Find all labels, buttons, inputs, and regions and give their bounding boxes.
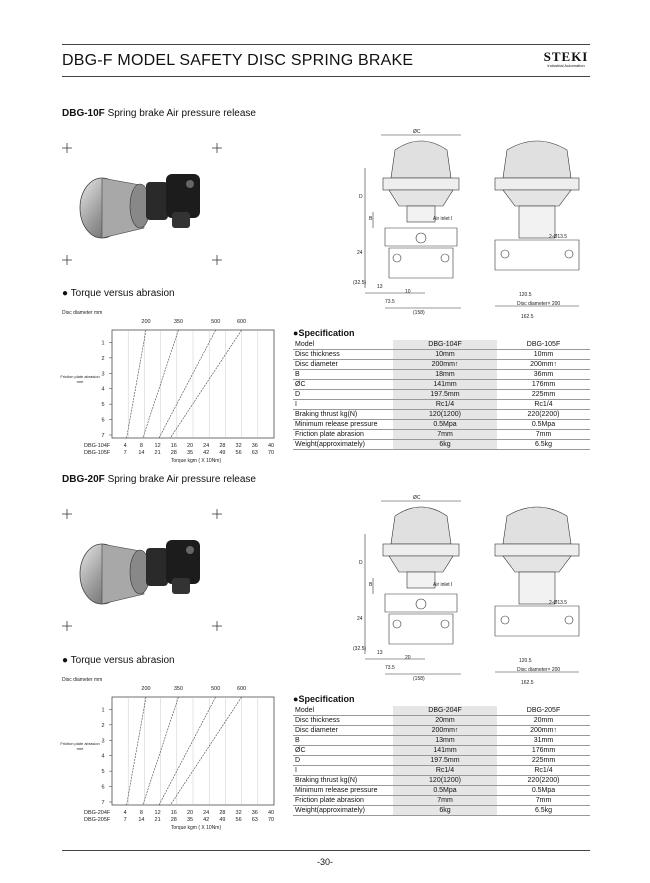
spec-label: Weight(approximately) xyxy=(293,440,393,450)
spec-label: B xyxy=(293,370,393,380)
header-rule-top xyxy=(62,44,590,45)
disc-diameter-label: 200 xyxy=(141,686,151,692)
spec-value: 0.5Mpa xyxy=(393,420,497,430)
spec-label: Disc thickness xyxy=(293,716,393,726)
abrasion-title-text: Torque versus abrasion xyxy=(70,288,175,299)
spec-title xyxy=(293,694,590,704)
drawing-air-inlet-label: Air inlet I xyxy=(433,582,453,588)
drawing-dim-73-5: 73.5 xyxy=(385,299,395,305)
spec-row xyxy=(293,350,590,360)
x-row-model-label: DBG-205F xyxy=(84,817,111,823)
spec-value: Rc1/4 xyxy=(393,766,497,776)
disc-diameter-label: 350 xyxy=(173,686,184,692)
y-tick-label: 1 xyxy=(101,707,105,714)
spec-table xyxy=(293,706,590,816)
spec-value: 200mm↑ xyxy=(497,360,590,370)
y-tick-label: 7 xyxy=(101,800,105,806)
spec-label: Model xyxy=(293,340,393,350)
drawing-oc-label: ØC xyxy=(413,129,421,135)
drawing-dim-162-5: 162.5 xyxy=(521,680,534,686)
spec-row xyxy=(293,390,590,400)
drawing-dim-120-5: 120.5 xyxy=(519,658,532,664)
drawing-oc-label: ØC xyxy=(413,495,421,501)
chart-svg xyxy=(56,307,282,487)
drawing-dim-162-5: 162.5 xyxy=(521,314,534,320)
header-rule-bottom xyxy=(62,76,590,77)
series-line-200 xyxy=(127,330,146,438)
drawing-dim-13: 13 xyxy=(377,650,383,656)
y-tick-label: 4 xyxy=(101,753,105,760)
x-tick-label: 12 xyxy=(154,443,161,449)
x-tick-label: 56 xyxy=(235,817,242,823)
bullet-icon: ● xyxy=(293,328,299,338)
x-tick-label: 56 xyxy=(235,450,242,456)
product-photo xyxy=(62,140,222,250)
spec-label: Braking thrust kg(N) xyxy=(293,410,393,420)
x-tick-label: 14 xyxy=(138,450,145,456)
x-tick-label: 28 xyxy=(170,450,177,456)
spec-value: DBG-104F xyxy=(393,340,497,350)
spec-value: 197.5mm xyxy=(393,390,497,400)
spec-row xyxy=(293,400,590,410)
spec-row xyxy=(293,420,590,430)
drawing-d-label: D xyxy=(359,194,363,200)
disc-diameter-label: 200 xyxy=(141,319,151,325)
x-tick-label: 70 xyxy=(267,450,275,456)
y-tick-label: 4 xyxy=(101,386,105,393)
spec-value: 10mm xyxy=(393,350,497,360)
spec-value: 120(1200) xyxy=(393,410,497,420)
drawing-hole-label: 2-Ø13.5 xyxy=(549,600,568,606)
disc-diameter-label: 500 xyxy=(211,686,221,692)
drawing-dim-13: 13 xyxy=(377,284,383,290)
logo-name: STEKI xyxy=(543,49,589,64)
spec-value: 225mm xyxy=(497,756,590,766)
series-line-200 xyxy=(127,697,146,805)
x-tick-label: 32 xyxy=(235,443,242,449)
drawing-dim-120-5: 120.5 xyxy=(519,292,532,298)
drawing-b-label: B xyxy=(369,216,373,222)
spec-label: B xyxy=(293,736,393,746)
spec-row xyxy=(293,746,590,756)
y-tick-label: 7 xyxy=(101,433,105,439)
y-axis-label: Friction plate abrasion mm xyxy=(60,741,100,751)
company-logo xyxy=(540,50,592,68)
spec-value: 6kg xyxy=(393,440,497,450)
disc-diameter-axis-label: Disc diameter mm xyxy=(62,310,103,316)
spec-row xyxy=(293,430,590,440)
footer-rule xyxy=(62,850,590,851)
spec-value: 36mm xyxy=(497,370,590,380)
y-tick-label: 2 xyxy=(101,722,105,729)
spec-title-text: Specification xyxy=(298,694,355,704)
x-tick-label: 42 xyxy=(203,450,210,456)
series-line-500 xyxy=(159,330,216,438)
bullet-icon: ● xyxy=(293,694,299,704)
drawing-dim-20: 20 xyxy=(405,655,411,661)
series-line-500 xyxy=(159,697,216,805)
x-tick-label: 8 xyxy=(139,443,143,449)
spec-value: 225mm xyxy=(497,390,590,400)
spec-label: ØC xyxy=(293,746,393,756)
spec-value: 0.5Mpa xyxy=(497,420,590,430)
spec-value: 6kg xyxy=(393,806,497,816)
spec-title xyxy=(293,328,590,338)
x-tick-label: 70 xyxy=(267,817,275,823)
x-tick-label: 40 xyxy=(267,443,275,449)
x-tick-label: 21 xyxy=(154,817,161,823)
x-tick-label: 32 xyxy=(235,810,242,816)
spec-value: 220(2200) xyxy=(497,776,590,786)
x-tick-label: 16 xyxy=(170,443,177,449)
product-photo xyxy=(62,506,222,616)
x-tick-label: 36 xyxy=(251,443,258,449)
spec-row xyxy=(293,706,590,716)
spec-row xyxy=(293,716,590,726)
disc-diameter-label: 350 xyxy=(173,319,184,325)
x-tick-label: 21 xyxy=(154,450,161,456)
x-axis-label: Torque kgm ( X 10Nm) xyxy=(170,458,222,464)
spec-value: DBG-105F xyxy=(497,340,590,350)
spec-row xyxy=(293,786,590,796)
spec-row xyxy=(293,776,590,786)
y-tick-label: 5 xyxy=(101,769,105,776)
spec-row xyxy=(293,370,590,380)
drawing-dim-10: 10 xyxy=(405,289,411,295)
spec-row xyxy=(293,736,590,746)
spec-value: 200mm↑ xyxy=(393,360,497,370)
drawing-dim-73-5: 73.5 xyxy=(385,665,395,671)
spec-row xyxy=(293,440,590,450)
bullet-icon: ● xyxy=(62,655,69,666)
drawing-dim-32-5: (32.5) xyxy=(353,646,367,652)
spec-label: Minimum release pressure xyxy=(293,420,393,430)
disc-diameter-axis-label: Disc diameter mm xyxy=(62,677,103,683)
spec-row xyxy=(293,410,590,420)
spec-row xyxy=(293,756,590,766)
x-tick-label: 20 xyxy=(186,810,194,816)
y-tick-label: 5 xyxy=(101,402,105,409)
bullet-icon: ● xyxy=(62,288,69,299)
disc-diameter-label: 600 xyxy=(237,686,247,692)
x-tick-label: 63 xyxy=(251,450,258,456)
section-title xyxy=(62,108,256,119)
spec-row xyxy=(293,806,590,816)
spec-label: I xyxy=(293,400,393,410)
spec-value: 141mm xyxy=(393,380,497,390)
spec-value: Rc1/4 xyxy=(497,766,590,776)
y-tick-label: 3 xyxy=(101,738,105,745)
x-tick-label: 28 xyxy=(170,817,177,823)
spec-label: D xyxy=(293,756,393,766)
spec-value: 141mm xyxy=(393,746,497,756)
y-axis-label: Friction plate abrasion mm xyxy=(60,374,100,384)
spec-value: 20mm xyxy=(497,716,590,726)
series-line-600 xyxy=(170,330,241,438)
spec-label: ØC xyxy=(293,380,393,390)
x-tick-label: 63 xyxy=(251,817,258,823)
spec-value: 120(1200) xyxy=(393,776,497,786)
spec-label: Disc thickness xyxy=(293,350,393,360)
x-tick-label: 12 xyxy=(154,810,161,816)
x-tick-label: 8 xyxy=(139,810,143,816)
spec-label: Friction plate abrasion xyxy=(293,796,393,806)
spec-label: Friction plate abrasion xyxy=(293,430,393,440)
x-row-model-label: DBG-104F xyxy=(84,443,111,449)
x-tick-label: 7 xyxy=(123,817,127,823)
spec-value: 200mm↑ xyxy=(393,726,497,736)
y-tick-label: 6 xyxy=(101,784,105,791)
disc-diameter-label: 500 xyxy=(211,319,221,325)
spec-value: 20mm xyxy=(393,716,497,726)
spec-value: 18mm xyxy=(393,370,497,380)
x-row-model-label: DBG-105F xyxy=(84,450,111,456)
drawing-dim-24: 24 xyxy=(357,616,363,622)
spec-label: Disc diameter xyxy=(293,726,393,736)
drawing-d-label: D xyxy=(359,560,363,566)
section-title xyxy=(62,474,256,485)
spec-value: 0.5Mpa xyxy=(393,786,497,796)
spec-value: 197.5mm xyxy=(393,756,497,766)
spec-value: 7mm xyxy=(393,430,497,440)
x-tick-label: 7 xyxy=(123,450,127,456)
x-tick-label: 4 xyxy=(123,443,127,449)
spec-value: 31mm xyxy=(497,736,590,746)
x-row-model-label: DBG-204F xyxy=(84,810,111,816)
drawing-dim-32-5: (32.5) xyxy=(353,280,367,286)
spec-value: 200mm↑ xyxy=(497,726,590,736)
spec-row xyxy=(293,340,590,350)
page-number: -30- xyxy=(316,857,333,867)
spec-value: 176mm xyxy=(497,746,590,756)
x-tick-label: 14 xyxy=(138,817,145,823)
x-tick-label: 36 xyxy=(251,810,258,816)
spec-label: Weight(approximately) xyxy=(293,806,393,816)
y-tick-label: 6 xyxy=(101,417,105,424)
spec-value: 0.5Mpa xyxy=(497,786,590,796)
spec-row xyxy=(293,796,590,806)
x-tick-label: 35 xyxy=(186,450,194,456)
technical-drawing xyxy=(345,494,590,686)
x-tick-label: 35 xyxy=(186,817,194,823)
series-line-600 xyxy=(170,697,241,805)
spec-value: 10mm xyxy=(497,350,590,360)
drawing-air-inlet-label: Air inlet I xyxy=(433,216,453,222)
x-tick-label: 28 xyxy=(219,443,226,449)
x-tick-label: 28 xyxy=(219,810,226,816)
spec-row xyxy=(293,726,590,736)
technical-drawing xyxy=(345,128,590,320)
spec-value: DBG-204F xyxy=(393,706,497,716)
spec-value: 7mm xyxy=(393,796,497,806)
page-title: DBG-F MODEL SAFETY DISC SPRING BRAKE xyxy=(62,52,414,69)
abrasion-title xyxy=(62,655,175,666)
spec-label: Disc diameter xyxy=(293,360,393,370)
x-tick-label: 40 xyxy=(267,810,275,816)
section-model-label: DBG-10F xyxy=(62,108,105,119)
disc-diameter-label: 600 xyxy=(237,319,247,325)
spec-label: D xyxy=(293,390,393,400)
drawing-hole-label: 2-Ø13.5 xyxy=(549,234,568,240)
spec-value: Rc1/4 xyxy=(393,400,497,410)
x-tick-label: 4 xyxy=(123,810,127,816)
drawing-dim-24: 24 xyxy=(357,250,363,256)
logo-subtitle: Industrial Automation xyxy=(547,63,585,68)
abrasion-chart xyxy=(56,674,282,854)
spec-value: 176mm xyxy=(497,380,590,390)
x-tick-label: 24 xyxy=(203,810,210,816)
x-tick-label: 24 xyxy=(203,443,210,449)
y-tick-label: 2 xyxy=(101,355,105,362)
y-tick-label: 3 xyxy=(101,371,105,378)
spec-value: Rc1/4 xyxy=(497,400,590,410)
spec-label: Minimum release pressure xyxy=(293,786,393,796)
drawing-dim-158: (158) xyxy=(413,310,425,316)
section-subtitle: Spring brake Air pressure release xyxy=(107,474,256,485)
spec-row xyxy=(293,360,590,370)
spec-value: 7mm xyxy=(497,430,590,440)
spec-table xyxy=(293,340,590,450)
x-tick-label: 49 xyxy=(219,450,226,456)
spec-value: 7mm xyxy=(497,796,590,806)
spec-label: I xyxy=(293,766,393,776)
spec-value: DBG-205F xyxy=(497,706,590,716)
x-axis-label: Torque kgm ( X 10Nm) xyxy=(170,825,222,831)
drawing-disc-diameter: Disc diameter× 200 xyxy=(517,667,561,673)
spec-label: Model xyxy=(293,706,393,716)
spec-row xyxy=(293,766,590,776)
spec-label: Braking thrust kg(N) xyxy=(293,776,393,786)
spec-block xyxy=(293,694,590,816)
abrasion-chart xyxy=(56,307,282,487)
spec-block xyxy=(293,328,590,450)
chart-svg xyxy=(56,674,282,854)
spec-value: 6.5kg xyxy=(497,806,590,816)
spec-value: 13mm xyxy=(393,736,497,746)
y-tick-label: 1 xyxy=(101,340,105,347)
x-tick-label: 16 xyxy=(170,810,177,816)
spec-value: 6.5kg xyxy=(497,440,590,450)
x-tick-label: 49 xyxy=(219,817,226,823)
spec-row xyxy=(293,380,590,390)
spec-value: 220(2200) xyxy=(497,410,590,420)
drawing-dim-158: (158) xyxy=(413,676,425,682)
abrasion-title xyxy=(62,288,175,299)
drawing-b-label: B xyxy=(369,582,373,588)
spec-title-text: Specification xyxy=(298,328,355,338)
x-tick-label: 20 xyxy=(186,443,194,449)
drawing-disc-diameter: Disc diameter× 200 xyxy=(517,301,561,307)
x-tick-label: 42 xyxy=(203,817,210,823)
section-model-label: DBG-20F xyxy=(62,474,105,485)
abrasion-title-text: Torque versus abrasion xyxy=(70,655,175,666)
section-subtitle: Spring brake Air pressure release xyxy=(107,108,256,119)
